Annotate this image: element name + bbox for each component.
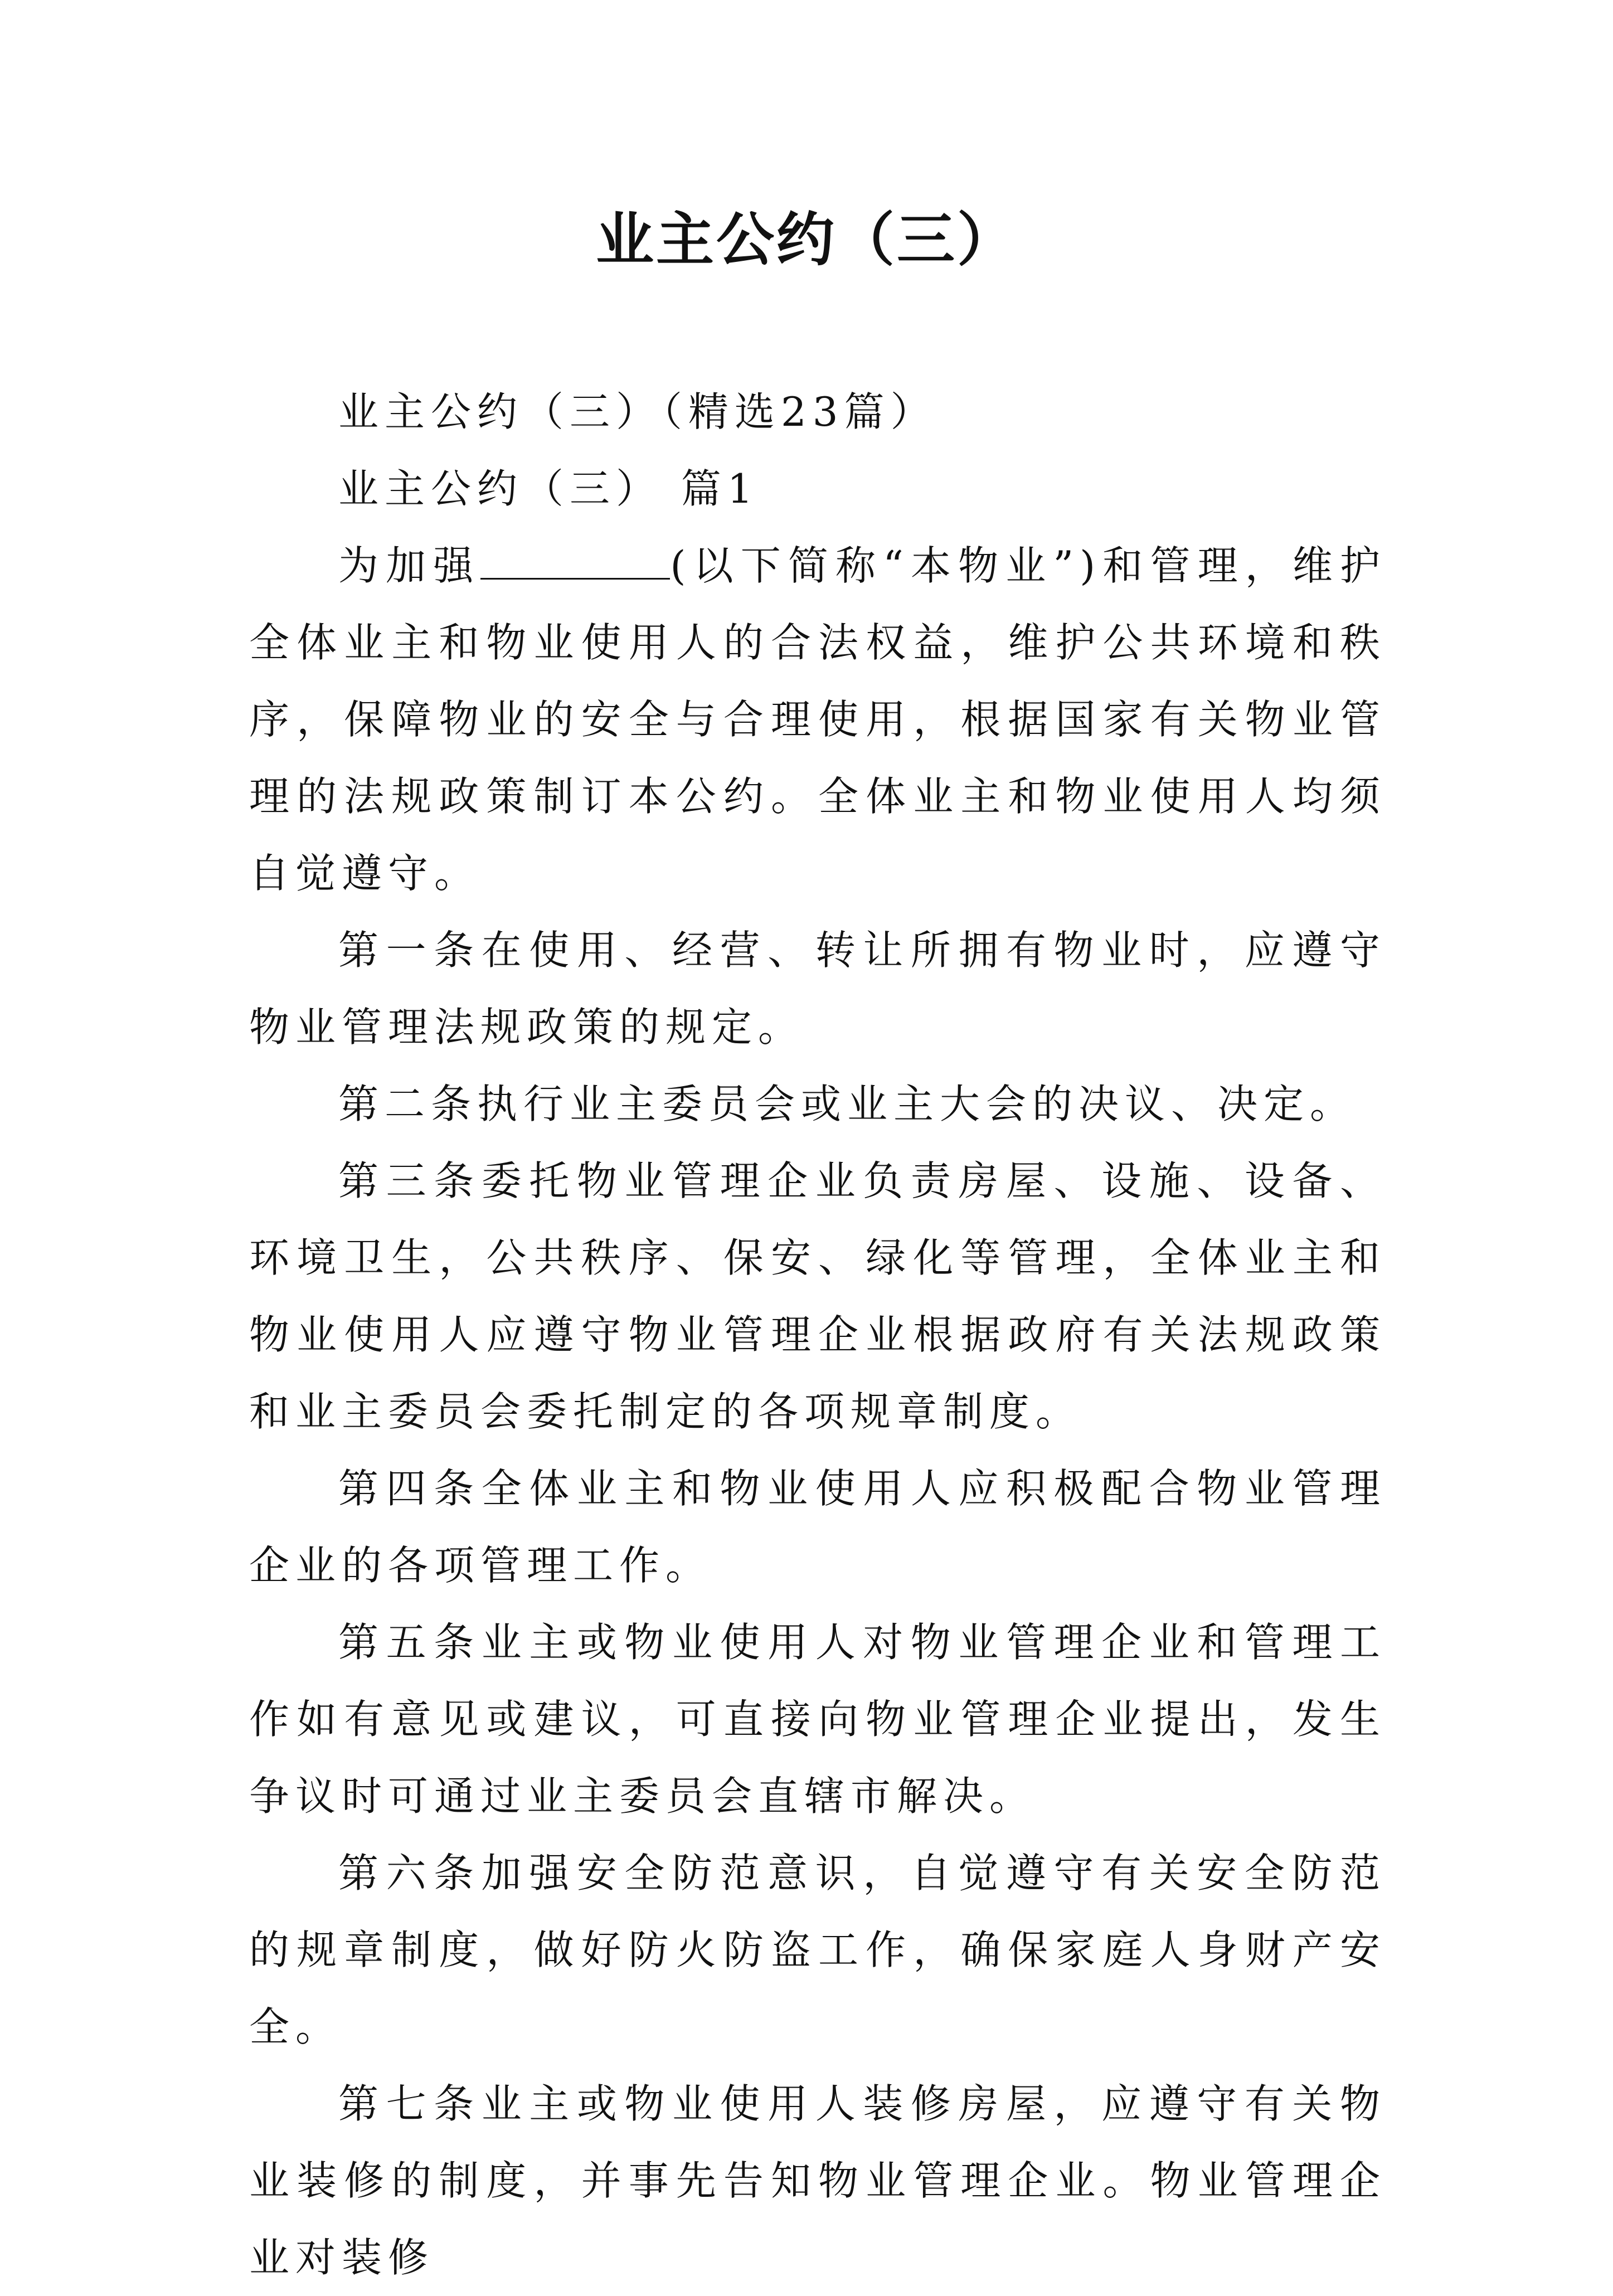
document-body (249, 373, 1386, 2296)
fill-in-blank (480, 539, 670, 580)
article-7: 第七条业主或物业使用人装修房屋，应遵守有关物业装修的制度，并事先告知物业管理企业。物业管理企业对装修 (249, 2080, 1386, 2281)
section-heading: 业主公约（三） 篇1 (338, 465, 759, 512)
article-2: 第二条执行业主委员会或业主大会的决议、决定。 (338, 1081, 1357, 1127)
article-6: 第六条加强安全防范意识，自觉遵守有关安全防范的规章制度，做好防火防盗工作，确保家庭人身财产安全。 (249, 1850, 1386, 2050)
intro-text-before-blank: 为加强 (338, 542, 481, 589)
article-4: 第四条全体业主和物业使用人应积极配合物业管理企业的各项管理工作。 (249, 1465, 1386, 1589)
document-subtitle: 业主公约（三）（精选23篇） (338, 388, 937, 435)
article-5: 第五条业主或物业使用人对物业管理企业和管理工作如有意见或建议，可直接向物业管理企业提出，发生争议时可通过业主委员会直辖市解决。 (249, 1619, 1386, 1820)
intro-text-after-blank: (以下简称“本物业”)和管理，维护全体业主和物业使用人的合法权益，维护公共环境和秩序，保障物业的安全与合理使用，根据国家有关物业管理的法规政策制订本公约。全体业主和物业使用人均须自觉遵守。 (249, 542, 1386, 897)
document-title: 业主公约（三） (595, 205, 1017, 274)
article-3: 第三条委托物业管理企业负责房屋、设施、设备、环境卫生，公共秩序、保安、绿化等管理，全体业主和物业使用人应遵守物业管理企业根据政府有关法规政策和业主委员会委托制定的各项规章制度。 (249, 1157, 1386, 1435)
article-1: 第一条在使用、经营、转让所拥有物业时，应遵守物业管理法规政策的规定。 (249, 927, 1386, 1050)
intro-paragraph (249, 527, 1386, 912)
